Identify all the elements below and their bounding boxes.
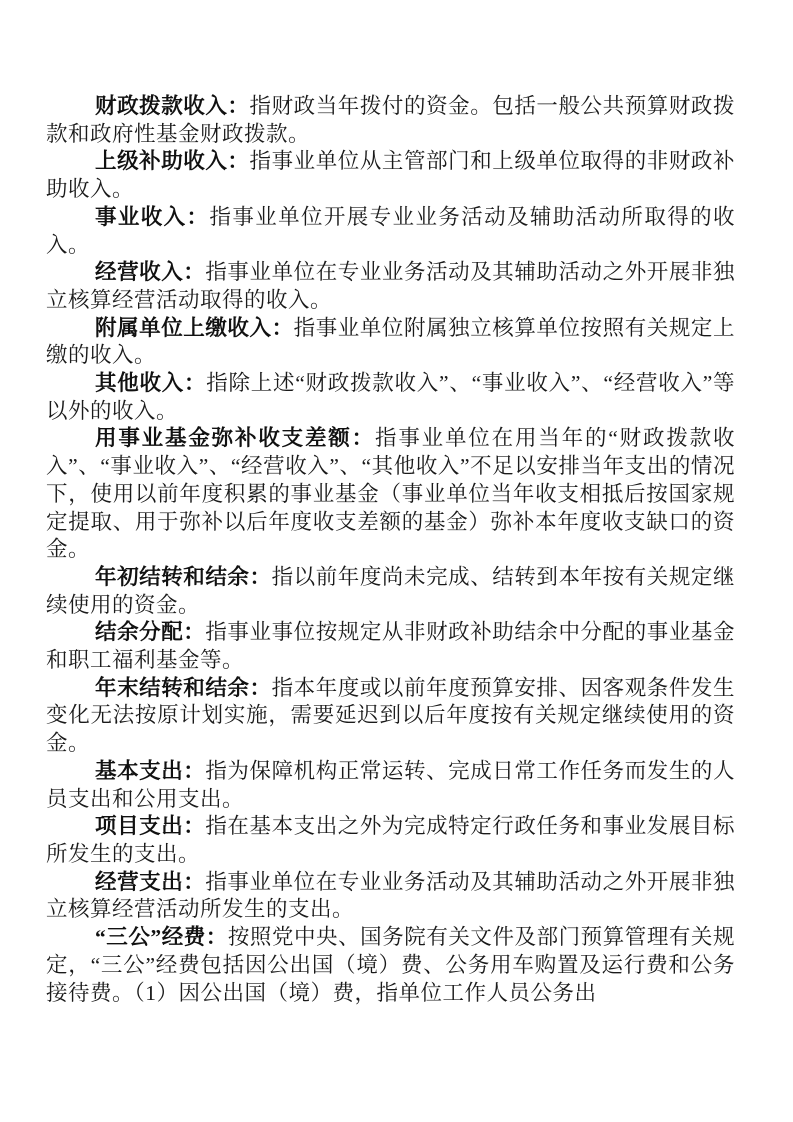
document-body-text bbox=[46, 93, 735, 1007]
term-label: 事业收入： bbox=[95, 204, 210, 229]
definition-paragraph bbox=[46, 259, 735, 314]
term-label: 财政拨款收入： bbox=[95, 94, 250, 118]
definition-paragraph bbox=[46, 619, 735, 674]
term-label: 其他收入： bbox=[95, 371, 207, 396]
term-label: 结余分配： bbox=[95, 620, 206, 645]
definition-text: 指本年度或以前年度预算安排、因客观条件发生变化无法按原计划实施，需要延迟到以后年度按有关规定继续使用的资金。 bbox=[46, 675, 735, 756]
definition-paragraph bbox=[46, 425, 735, 564]
term-label: 年初结转和结余： bbox=[95, 564, 272, 589]
definition-paragraph bbox=[46, 924, 735, 1007]
term-label: 用事业基金弥补收支差额： bbox=[95, 426, 375, 451]
definition-paragraph bbox=[46, 758, 735, 813]
definition-paragraph bbox=[46, 315, 735, 370]
definition-text: 指以前年度尚未完成、结转到本年按有关规定继续使用的资金。 bbox=[46, 564, 735, 617]
definition-paragraph bbox=[46, 813, 735, 868]
definition-text: 指事业单位在用当年的“财政拨款收入”、“事业收入”、“经营收入”、“其他收入”不足以安排当年支出的情况下，使用以前年度积累的事业基金（事业单位当年收支相抵后按国家规定提取、用于弥补以后年度收支差额的基金）弥补本年度收支缺口的资金。 bbox=[46, 426, 735, 562]
definition-text: 指事业单位在专业业务活动及其辅助活动之外开展非独立核算经营活动所发生的支出。 bbox=[46, 869, 735, 922]
definition-text: 指事业单位在专业业务活动及其辅助活动之外开展非独立核算经营活动取得的收入。 bbox=[46, 260, 735, 312]
definition-text: 按照党中央、国务院有关文件及部门预算管理有关规定，“三公”经费包括因公出国（境）费、公务用车购置及运行费和公务接待费。（1）因公出国（境）费，指单位工作人员公务出 bbox=[46, 925, 735, 1005]
definition-paragraph bbox=[46, 675, 735, 758]
definition-paragraph bbox=[46, 370, 735, 425]
definition-text: 指在基本支出之外为完成特定行政任务和事业发展目标所发生的支出。 bbox=[46, 814, 735, 866]
definition-paragraph bbox=[46, 869, 735, 924]
term-label: 上级补助收入： bbox=[95, 149, 250, 174]
definition-paragraph bbox=[46, 564, 735, 619]
term-label: 年末结转和结余： bbox=[95, 675, 272, 700]
definition-paragraph bbox=[46, 93, 735, 148]
term-label: 经营支出： bbox=[95, 869, 206, 894]
term-label: 经营收入： bbox=[95, 260, 206, 285]
definition-text: 指财政当年拨付的资金。包括一般公共预算财政拨款和政府性基金财政拨款。 bbox=[46, 94, 735, 146]
definition-paragraph bbox=[46, 204, 735, 259]
definition-text: 指为保障机构正常运转、完成日常工作任务而发生的人员支出和公用支出。 bbox=[46, 758, 735, 811]
term-label: “三公”经费： bbox=[95, 925, 228, 950]
definition-text: 指事业单位开展专业业务活动及辅助活动所取得的收入。 bbox=[46, 204, 735, 257]
definition-text: 指事业单位附属独立核算单位按照有关规定上缴的收入。 bbox=[46, 315, 735, 368]
definition-text: 指除上述“财政拨款收入”、“事业收入”、“经营收入”等以外的收入。 bbox=[46, 371, 735, 423]
term-label: 项目支出： bbox=[95, 814, 206, 839]
term-label: 附属单位上缴收入： bbox=[95, 315, 294, 340]
definition-paragraph bbox=[46, 148, 735, 203]
definition-text: 指事业事位按规定从非财政补助结余中分配的事业基金和职工福利基金等。 bbox=[46, 620, 735, 673]
term-label: 基本支出： bbox=[95, 758, 206, 783]
definition-text: 指事业单位从主管部门和上级单位取得的非财政补助收入。 bbox=[46, 149, 735, 202]
